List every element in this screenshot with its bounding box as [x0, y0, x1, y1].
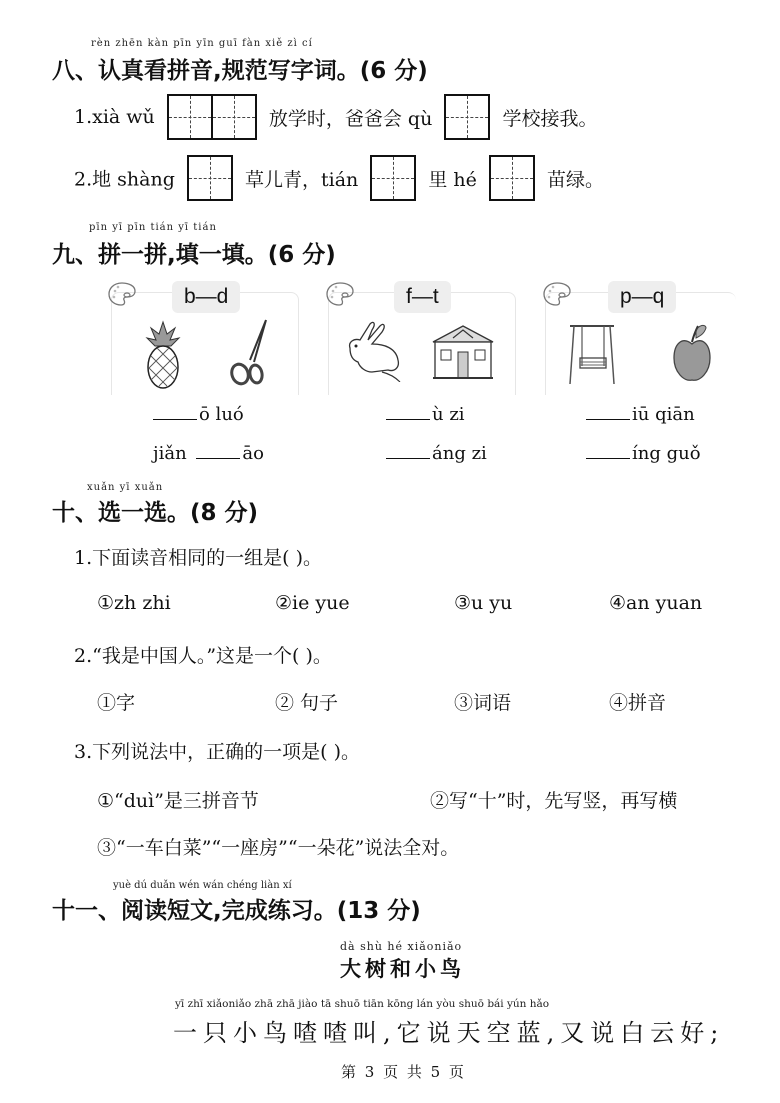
story-line-1: 一只小鸟喳喳叫,它说天空蓝,又说白云好;	[173, 1019, 725, 1047]
writing-grid-box[interactable]	[370, 155, 416, 201]
q1-option-2[interactable]: ②ie yue	[275, 592, 350, 614]
section9-title-pinyin: pīn yī pīn tián yī tián	[89, 222, 217, 233]
answer-blank[interactable]	[386, 401, 430, 420]
pair-tag-b-d: b—d	[172, 281, 240, 313]
question-1-stem: 1.下面读音相同的一组是( )。	[74, 547, 322, 569]
section9-title: 九、拼一拼,填一填。(6 分)	[52, 242, 336, 268]
rabbit-image	[342, 318, 406, 382]
writing-grid-box[interactable]	[489, 155, 535, 201]
q1-option-4[interactable]: ④an yuan	[609, 592, 703, 614]
writing-grid-box[interactable]	[444, 94, 490, 140]
palette-icon	[326, 281, 356, 307]
section8-question-2	[74, 155, 604, 201]
answer-blank[interactable]	[196, 440, 240, 459]
q2-mid1: 草儿青，tián	[244, 168, 359, 191]
q2-prefix: 2.地 shàng	[74, 168, 175, 191]
pinyin-text: ù zi	[432, 404, 465, 425]
section8-title-pinyin: rèn zhēn kàn pīn yīn guī fàn xiě zì cí	[91, 38, 313, 49]
section10-title-pinyin: xuǎn yī xuǎn	[87, 482, 164, 493]
q2-option-4[interactable]: ④拼音	[609, 692, 667, 714]
blank-row-f-t-2	[386, 440, 487, 464]
writing-grid-box[interactable]	[167, 94, 213, 140]
pinyin-text: íng guǒ	[632, 443, 701, 464]
answer-blank[interactable]	[586, 401, 630, 420]
writing-grid-box[interactable]	[211, 94, 257, 140]
pinyin-text: ō luó	[199, 404, 244, 425]
pineapple-image	[143, 320, 183, 390]
house-image	[429, 322, 497, 382]
q3-option-1[interactable]: ①“duì”是三拼音节	[97, 790, 259, 812]
pinyin-text: iū qiān	[632, 404, 695, 425]
story-title-pinyin: dà shù hé xiǎoniǎo	[340, 940, 463, 953]
blank-row-p-q-2	[586, 440, 701, 464]
question-3-stem: 3.下列说法中，正确的一项是( )。	[74, 741, 360, 763]
palette-icon	[543, 281, 573, 307]
section10-title: 十、选一选。(8 分)	[52, 500, 259, 526]
q2-mid2: 里 hé	[428, 168, 477, 191]
story-line-1-pinyin: yī zhī xiǎoniǎo zhā zhā jiào tā shuō tiān kōng lán yòu shuō bái yún hǎo	[175, 998, 550, 1010]
palette-icon	[108, 281, 138, 307]
swing-image	[568, 322, 616, 386]
apple-image	[672, 322, 712, 386]
answer-blank[interactable]	[386, 440, 430, 459]
scissors-image	[228, 318, 272, 388]
q2-option-3[interactable]: ③词语	[454, 692, 512, 714]
q2-option-1[interactable]: ①字	[97, 692, 136, 714]
q3-option-2[interactable]: ②写“十”时，先写竖，再写横	[430, 790, 678, 812]
q1-option-3[interactable]: ③u yu	[454, 592, 513, 614]
section8-question-1	[74, 94, 597, 140]
blank-row-p-q-1	[586, 401, 695, 425]
writing-grid-box[interactable]	[187, 155, 233, 201]
q1-mid: 放学时，爸爸会 qù	[268, 107, 433, 130]
pinyin-text: áng zi	[432, 443, 487, 464]
section11-title-pinyin: yuè dú duǎn wén wán chéng liàn xí	[113, 880, 292, 891]
section11-title: 十一、阅读短文,完成练习。(13 分)	[52, 898, 421, 924]
q3-option-3[interactable]: ③“一车白菜”“一座房”“一朵花”说法全对。	[97, 837, 460, 859]
pinyin-text: jiǎn	[153, 443, 187, 464]
pair-tag-f-t: f—t	[394, 281, 451, 313]
q1-suffix: 学校接我。	[502, 107, 598, 130]
blank-row-f-t-1	[386, 401, 465, 425]
blank-row-b-d-1	[153, 401, 244, 425]
q1-prefix: 1.xià wǔ	[74, 106, 155, 128]
q2-suffix: 苗绿。	[546, 168, 604, 191]
answer-blank[interactable]	[586, 440, 630, 459]
answer-blank[interactable]	[153, 401, 197, 420]
q1-option-1[interactable]: ①zh zhi	[97, 592, 171, 614]
page-number: 第 3 页 共 5 页	[341, 1063, 466, 1081]
story-title: 大树和小鸟	[340, 956, 465, 981]
q2-option-2[interactable]: ② 句子	[275, 692, 339, 714]
pinyin-text: āo	[242, 443, 264, 464]
question-2-stem: 2.“我是中国人。”这是一个( )。	[74, 645, 332, 667]
section8-title: 八、认真看拼音,规范写字词。(6 分)	[52, 58, 428, 84]
blank-row-b-d-2	[153, 440, 264, 464]
pair-tag-p-q: p—q	[608, 281, 676, 313]
